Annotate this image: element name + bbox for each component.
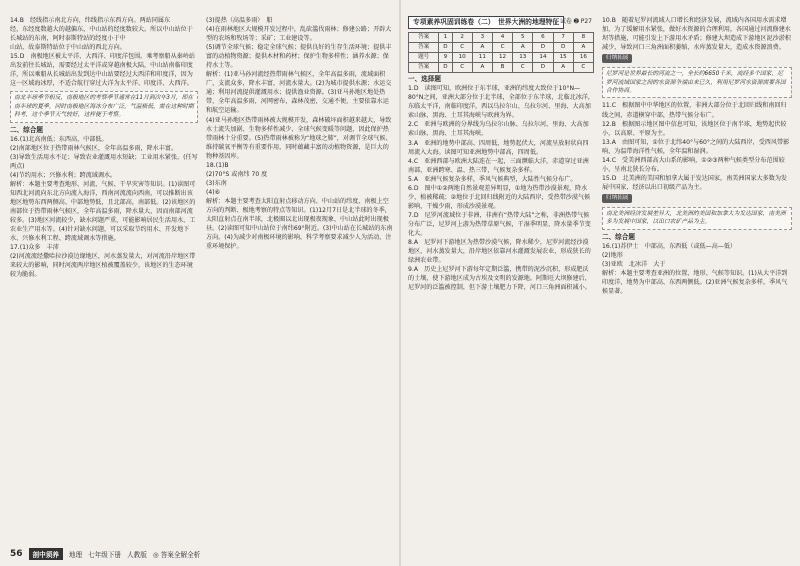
answer-paragraph: 16.(1)苏伊士 中部高，东西低（或低—高—低）: [602, 242, 737, 250]
answer-table-cell: 11: [472, 53, 492, 63]
answer-paragraph: 15.D 南极地区被太平洋、大西洋、印度洋包围。乘考察船从秦岭站出发前往长城站，需要经过太平洋或穿越南极大陆，中山站南临印度洋，所以乘船从长城站出发到达中山站要经过大西洋和印度洋，因为这一区域海冰厚，不适合航行穿过大洋为太平洋、印度洋、大西洋。: [10, 53, 196, 88]
answer-paragraph: (4)⑥: [206, 188, 221, 196]
answer-paragraph: 6.D 图中①②两地自然景观差异明显，①地为热带沙漠景观，降水少，植被稀疏；②地位于北回归线附近的大陆西岸，受热带沙漠气候影响，干燥少雨，形成沙漠景观。: [408, 184, 591, 210]
answer-paragraph: 经，东经度数越大的越偏东，中山站的经度数较大。所以中山站位于长城站的东南，阿时泰斯特站的经度小于中: [10, 26, 193, 43]
answer-paragraph: (2)南部地区位于热带雨林气候区，全年高温多雨，降水丰富。: [10, 144, 178, 152]
answer-paragraph: 解析：本题主要考查太阳直射点移动方向、中山站的纬度、南极上空方向的判断、极地考察的特点等知识。(1)12月7日是北半球的冬季，太阳直射点在南半球，北极圈以北出现极夜现象，中山站此时出现极昼。(2)读图可知中山站位于南纬69°附近。(3)中山站在长城站的东南方向。(4)为减少对南极环境的影响，科学考察要求减少人为活动，注重环境保护。: [206, 197, 393, 251]
answer-paragraph: 2.C 亚洲与欧洲的分界线为乌拉尔山脉、乌拉尔河、里海、大高加索山脉、黑海、土耳其海峡。: [408, 121, 589, 138]
page-number: 56: [10, 549, 23, 559]
answer-table-row: [409, 63, 594, 73]
answer-paragraph: 18.(1)B: [206, 161, 229, 169]
answer-paragraph: 12.B 根据图示地区图中信息可知，该地区位于南半球，地势起伏较小，以高原、平原为主。: [602, 120, 787, 137]
answer-paragraph: 8.A 尼罗河下游地区为热带沙漠气候，降水稀少，尼罗河流经沙漠地区，河水蒸发量大，沿岸地区依靠河水灌溉发展农业，形成狭长的绿洲农业带。: [408, 239, 591, 265]
answer-table-cell: B: [492, 63, 512, 73]
answer-table-cell: A: [573, 43, 593, 53]
answer-table-cell: C: [513, 63, 533, 73]
answer-paragraph: 7.D 尼罗河流域位于非洲，非洲有“热带大陆”之称，非洲热带气候分布广泛，尼罗河上游为热带草原气候，干湿季明显，降水量季节变化大。: [408, 211, 591, 237]
answer-table-cell: 答案: [409, 33, 439, 43]
answer-paragraph: (3)亚欧 北冰洋 大于: [602, 260, 666, 268]
answer-table-cell: 4: [492, 33, 512, 43]
answer-table-cell: 题号: [409, 53, 439, 63]
answer-paragraph: (3)提热（高温多雨） 船: [206, 17, 273, 24]
page-footer: [10, 548, 200, 560]
edition-label: 人教版: [127, 551, 147, 559]
answer-table-cell: 答案: [409, 63, 439, 73]
answer-table-cell: D: [533, 63, 553, 73]
answer-table-cell: 答案: [409, 43, 439, 53]
answer-table-cell: 3: [472, 33, 492, 43]
answer-table-cell: D: [439, 43, 452, 53]
column-1: [10, 16, 198, 279]
answer-table-cell: A: [472, 43, 492, 53]
answer-table-cell: A: [513, 43, 533, 53]
answer-table-row: [409, 33, 594, 43]
column-3-body: [408, 75, 594, 292]
column-2: [206, 16, 394, 251]
answer-paragraph: 16.(1)北高南低；东西高，中部低。: [10, 135, 108, 143]
section-heading: 二、综合题: [10, 125, 43, 134]
answer-paragraph: (5)调节全球气候；稳定全球气候；提供良好的生存生活环境；提供丰富的动植物资源；提供木材和药材；保护生物多样性；涵养水源；保持水土等。: [206, 44, 392, 70]
answer-paragraph: 解析：本题主要考查亚洲的位置、地形、气候等知识。(1)从大平洋到印度洋，地势为中部高、东西两侧低。(2)亚洲气候复杂多样，季风气候显著。: [602, 269, 788, 296]
answer-paragraph: 4.C 亚洲西部与欧洲大陆连在一起，三面濒临大洋，赤道穿过亚洲南部，亚洲跨寒、温、热三带，气候复杂多样。: [408, 157, 589, 174]
answer-table-cell: 8: [573, 33, 593, 43]
subject-label: 地理: [68, 551, 83, 559]
answer-paragraph: (2)70°S 或南纬 70 度: [206, 170, 268, 178]
answer-paragraph: (3)东南: [206, 179, 227, 187]
answer-paragraph: 3.A 亚洲的地势中部高、四周低，地势起伏大，河流呈放射状向四周流入大海。读图可知亚洲地势中部高，四周低。: [408, 139, 589, 156]
section-heading: 二、综合题: [602, 232, 635, 241]
answer-paragraph: 1.D 读图可知，欧洲位于东半球，亚洲的纬度大致位于10°N—80°N之间，亚洲大部分位于北半球，全部位于东半球，北临北冰洋，东临太平洋，南临印度洋，西以乌拉尔山、乌拉尔河、里海、大高加索山脉、黑海、土耳其海峡与欧洲为界。: [408, 85, 594, 120]
answer-table-cell: C: [452, 43, 472, 53]
answer-table-cell: 7: [553, 33, 573, 43]
answer-table: [408, 32, 594, 73]
answer-paragraph: 13.A 由图可知，①位于北纬40°与60°之间的大陆西岸，受西风带影响，为温带海洋性气候，全年温和湿润。: [602, 138, 790, 155]
tip-box: 南北美洲经济发展差异大，北美洲的美国和加拿大为发达国家，南美洲多为发展中国家，以出口农矿产品为主。: [602, 207, 792, 230]
answer-paragraph: 14.C 受美洲西部高大山系的影响，①②③两种气候类型分布范围较小，呈南北狭长分布。: [602, 156, 785, 173]
answer-table-cell: 10: [452, 53, 472, 63]
answer-table-cell: A: [472, 63, 492, 73]
answer-table-cell: D: [553, 43, 573, 53]
answer-paragraph: (4)节约用水；兴修水利；跨流域调水。: [10, 171, 117, 179]
answer-table-cell: 5: [513, 33, 533, 43]
answer-table-cell: C: [492, 43, 512, 53]
answer-table-cell: C: [573, 63, 593, 73]
answer-table-cell: 14: [533, 53, 553, 63]
answer-table-row: [409, 53, 594, 63]
answer-paragraph: (4)在雨林地区大规模开发过程中，乱砍滥伐雨林；修建公路；开辟大型的农场和牧场等；采矿；工业建设等。: [206, 26, 392, 43]
tip-box: 尼罗河是世界最长的河流之一，全长约6650千米，流经多个国家，尼罗河流域国家之间的水资源争端由来已久，利用尼罗河水资源需要各国合作协商。: [602, 67, 792, 98]
section-title-bar: [408, 16, 594, 28]
column-4: [602, 16, 792, 296]
answer-paragraph: 山站，故泰斯特站位于中山站的西北方向。: [10, 44, 126, 52]
page-spine: [399, 0, 401, 566]
answer-paragraph: 10.B 随着尼罗河流域人口增长和经济发展，流域内各国用水需求增加，为了缓解用水紧张，做好水资源的合理利用，各国通过河流修建水坝等措施，可能引发上下游用水矛盾；修建大坝造成下游地区泥沙淤积减少，导致河口三角洲面积萎缩，水库蒸发量大，造成水资源浪费。: [602, 17, 791, 52]
answer-table-cell: 1: [439, 33, 452, 43]
answer-table-cell: 13: [513, 53, 533, 63]
answer-label: ◎ 答案全解全析: [152, 551, 201, 559]
tip-box: 南北半球季节相反，南极地区的考察季节通常在11月到次年3月，即在南半球的夏季。同时南极地区海冰分布广泛，气温极低，需在这种时期科考，这个季节天气较好，这样便于考察。: [10, 91, 198, 122]
answer-paragraph: 15.D 北美洲的美国和加拿大属于发达国家，南美洲国家大多数为发展中国家，经济以出口初级产品为主。: [602, 174, 788, 191]
answer-paragraph: 解析：本题主要考查地形、河流、气候、干旱灾害等知识。(1)读图可知西北河流向东北方向流入海洋，西南河流流向西南，可以推断出该地区地势东西两侧高、中部地势低，且北部高，南部低。(2)该地区的南部位于热带雨林气候区，全年高温多雨，降水量大，因而南部河流较多。(3)地区河流较少，缺水问题严重，可能影响居民生活用水、工农业生产用水等。(4)针对缺水问题，可以采取节约用水、开发地下水、兴修水利工程、跨流域调水等措施。: [10, 180, 196, 243]
answer-table-cell: D: [533, 43, 553, 53]
answer-paragraph: (2)地形: [602, 251, 623, 259]
paper-reference: 试卷 ➋ P27: [559, 18, 592, 25]
answer-table-cell: 9: [439, 53, 452, 63]
answer-table-cell: 12: [492, 53, 512, 63]
answer-paragraph: (3)导致生活用水不足；导致农业灌溉用水短缺；工业用水紧张。(任写两点): [10, 153, 198, 170]
answer-table-cell: D: [439, 63, 452, 73]
answer-table-cell: C: [452, 63, 472, 73]
answer-paragraph: (4)亚马孙地区热带雨林被大规模开发，森林破坏面积越来越大，导致水土流失加剧、生物多样性减少、全球气候变暖等问题，因此保护热带雨林十分重要。(5)热带雨林被称为“地球之肺”，对调节全球气候、维持碳氧平衡等有重要作用，同时蕴藏丰富的动植物资源，是巨大的物种基因库。: [206, 116, 392, 160]
column-3: [408, 16, 594, 292]
answer-paragraph: 14.B 经线指示南北方向，纬线指示东西方向。两站同属东: [10, 17, 171, 24]
answer-paragraph: 解析：(1)亚马孙河流经热带雨林气候区，全年高温多雨，流域面积广，支流众多，降水丰富，河流水量大。(2)为城市提供水源；水运交通；利用河流提供灌溉用水；提供渔业资源。(3)亚马孙地区地处热带，全年高温多雨，河网密布，森林茂密，交通不便，主要依靠水运和航空运输。: [206, 71, 392, 115]
answer-table-cell: 15: [553, 53, 573, 63]
section-tag: 归纳拓展: [602, 194, 632, 203]
answer-table-cell: 6: [533, 33, 553, 43]
answer-paragraph: 17.(1)众多 丰沛: [10, 244, 59, 252]
section-tag: 归纳拓展: [602, 54, 632, 63]
answer-paragraph: 9.A 历史上尼罗河下游每年定期泛滥，携带的泥沙沉积，形成肥沃的土壤，使下游地区成为古埃及文明的发源地。阿斯旺大坝修建后，尼罗河的泛滥被控制，但下游土壤肥力下降，河口三角洲面积减小。: [408, 266, 591, 292]
grade-label: 七年级下册: [88, 551, 122, 559]
series-band: 剖中须养: [29, 548, 63, 560]
section-heading: 一、选择题: [408, 75, 441, 84]
section-title: 专项素养巩固训练卷（二） 世界大洲的地理特征: [408, 16, 564, 29]
answer-paragraph: 5.A 亚洲气候复杂多样，季风气候典型，大陆性气候分布广。: [408, 175, 577, 183]
answer-table-cell: 16: [573, 53, 593, 63]
answer-table-cell: A: [553, 63, 573, 73]
answer-table-row: [409, 43, 594, 53]
answer-table-cell: 2: [452, 33, 472, 43]
answer-paragraph: 11.C 根据图中中华地区的位置，非洲大部分位于北回归线和南回归线之间，赤道横穿中部，热带气候分布广。: [602, 102, 787, 119]
answer-paragraph: (2)河流流经撒哈拉沙漠边缘地区，河水蒸发量大，对河流沿岸地区带来较大的影响，同时河流两岸地区植被覆盖较少，该地区的生态环境较为脆弱。: [10, 253, 196, 279]
